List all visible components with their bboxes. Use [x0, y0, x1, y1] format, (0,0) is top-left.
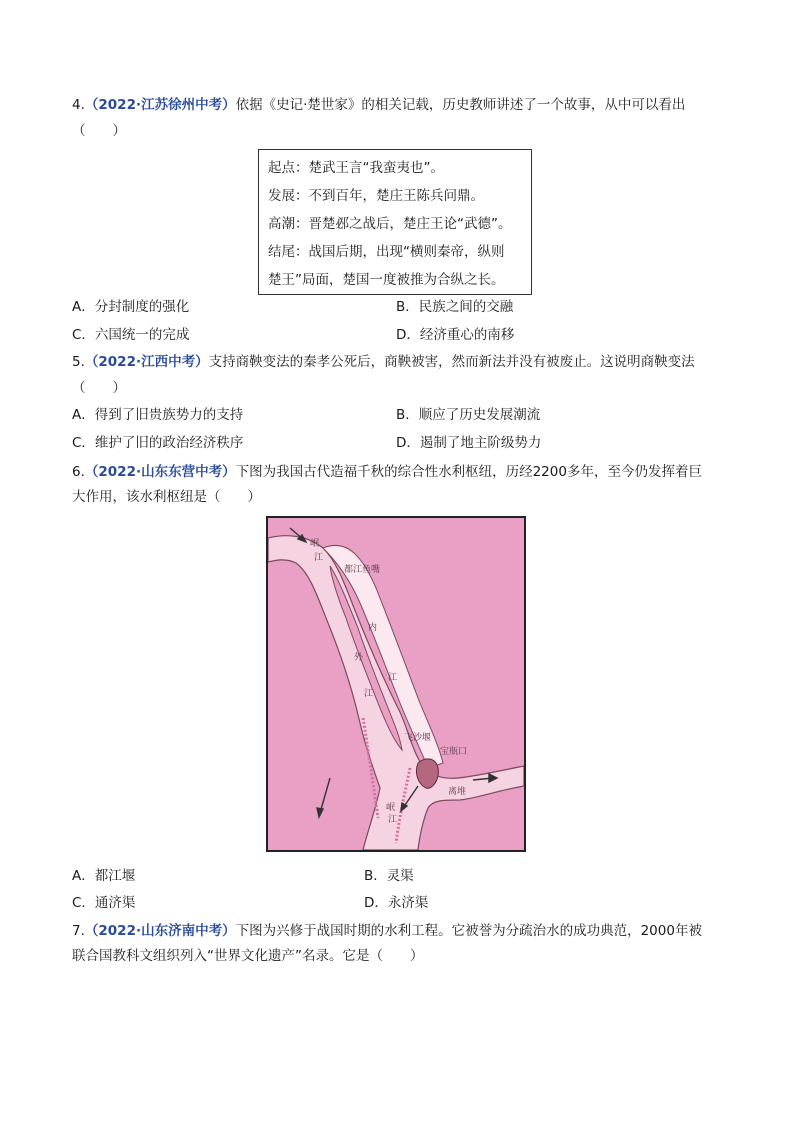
- question-text-cont: 联合国教科文组织列入“世界文化遗产”名录。它是（ ）: [72, 948, 424, 964]
- story-line-climax: 高潮：晋楚邲之战后，楚庄王论“武德”。: [268, 216, 512, 232]
- option-a[interactable]: A．得到了旧贵族势力的支持: [72, 407, 244, 423]
- question-number: 7.: [72, 923, 85, 939]
- arrowhead: [317, 808, 323, 817]
- question-5: [72, 352, 695, 372]
- question-6: [72, 462, 702, 482]
- option-a[interactable]: A．都江堰: [72, 868, 136, 884]
- story-line-ending-cont: 楚王”局面，楚国一度被推为合纵之长。: [268, 272, 505, 288]
- question-text: 支持商鞅变法的秦孝公死后，商鞅被害，然而新法并没有被废止。这说明商鞅变法: [208, 354, 695, 370]
- map-label-lidui: 离堆: [448, 787, 467, 797]
- story-line-start: 起点：楚武王言“我蛮夷也”。: [268, 160, 444, 176]
- question-source: （2022·江西中考）: [84, 354, 209, 370]
- map-label-jiang4: 江: [388, 815, 398, 825]
- map-label-wai: 外: [354, 653, 364, 663]
- question-text-cont: 大作用，该水利枢纽是（ ）: [72, 489, 261, 505]
- question-text: 下图为我国古代造福千秋的综合性水利枢纽，历经2200多年，至今仍发挥着巨: [235, 464, 702, 480]
- map-label-dujiang: 都江鱼嘴: [344, 565, 381, 575]
- question-number: 5.: [72, 354, 85, 370]
- question-number: 4.: [72, 97, 85, 113]
- option-b[interactable]: B．灵渠: [364, 868, 414, 884]
- story-box: [258, 149, 532, 295]
- answer-blank: （ ）: [72, 380, 126, 396]
- option-d[interactable]: D．永济渠: [364, 895, 429, 911]
- dujiangyan-map: [266, 516, 526, 852]
- answer-blank: （ ）: [72, 123, 126, 139]
- map-label-jiang3: 江: [388, 673, 398, 683]
- map-label-min: 岷: [310, 539, 320, 549]
- map-label-jiang2: 江: [364, 689, 374, 699]
- option-c[interactable]: C．通济渠: [72, 895, 136, 911]
- option-d[interactable]: D．遏制了地主阶级势力: [396, 435, 542, 451]
- river-map-figure: [268, 518, 524, 850]
- question-source: （2022·山东济南中考）: [84, 923, 236, 939]
- option-d[interactable]: D．经济重心的南移: [396, 327, 515, 343]
- question-source: （2022·山东东营中考）: [84, 464, 236, 480]
- option-b[interactable]: B．顺应了历史发展潮流: [396, 407, 541, 423]
- story-line-ending: 结尾：战国后期，出现“横则秦帝，纵则: [268, 244, 505, 260]
- map-label-min2: 岷: [386, 803, 396, 813]
- question-7: [72, 921, 702, 941]
- map-label-feisha: 飞沙堰: [404, 733, 432, 743]
- arrow: [320, 778, 330, 813]
- question-number: 6.: [72, 464, 85, 480]
- map-label-nei: 内: [368, 623, 378, 633]
- question-text: 依据《史记·楚世家》的相关记载，历史教师讲述了一个故事，从中可以看出: [235, 97, 686, 113]
- option-c[interactable]: C．维护了旧的政治经济秩序: [72, 435, 244, 451]
- option-a[interactable]: A．分封制度的强化: [72, 299, 190, 315]
- question-4: [72, 95, 685, 115]
- option-b[interactable]: B．民族之间的交融: [396, 299, 514, 315]
- question-source: （2022·江苏徐州中考）: [84, 97, 236, 113]
- map-label-baoping: 宝瓶口: [440, 747, 468, 757]
- map-label-jiang: 江: [314, 553, 324, 563]
- story-line-development: 发展：不到百年，楚庄王陈兵问鼎。: [268, 188, 484, 204]
- option-c[interactable]: C．六国统一的完成: [72, 327, 190, 343]
- question-text: 下图为兴修于战国时期的水利工程。它被誉为分疏治水的成功典范，2000年被: [235, 923, 702, 939]
